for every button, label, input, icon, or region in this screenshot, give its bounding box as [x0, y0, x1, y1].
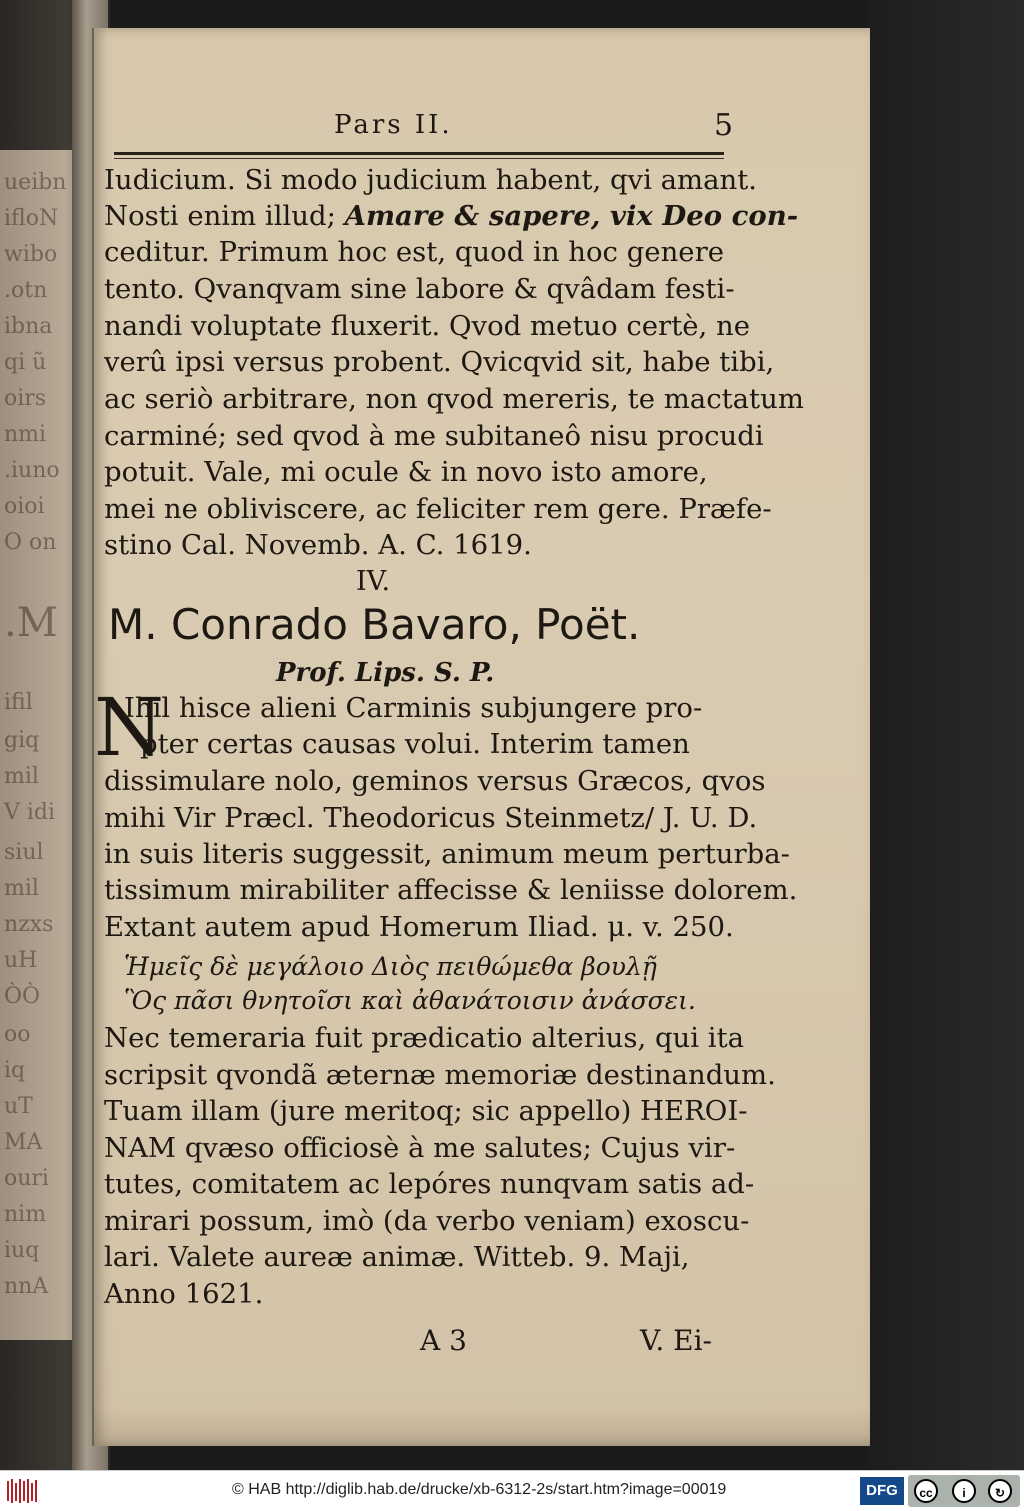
text-line: carminé; sed qvod à me subitaneô nisu procudi — [104, 420, 764, 452]
greek-verse: Ἡμεῖς δὲ μεγάλοιο Διὸς πειθώμεθα βουλῇ — [124, 952, 657, 981]
letter-heading: M. Conrado Bavaro, Poët. — [108, 600, 641, 649]
text-line: ac seriò arbitrare, non qvod mereris, te mactatum — [104, 383, 804, 415]
book-background-right — [866, 0, 1024, 1470]
text-line: verû ipsi versus probent. Qvicqvid sit, habe tibi, — [104, 346, 775, 378]
cc-by-sa-badge[interactable] — [908, 1475, 1020, 1507]
greek-verse: Ὃς πᾶσι θνητοῖσι καὶ ἀθανάτοισιν ἀνάσσει. — [124, 986, 696, 1015]
header-rule-thin — [114, 158, 724, 159]
text-line: tutes, comitatem ac lepóres nunqvam satis ad- — [104, 1168, 755, 1200]
text-line: pter certas causas volui. Interim tamen — [140, 728, 690, 760]
by-icon: i — [952, 1479, 976, 1503]
drop-initial: N — [94, 681, 164, 774]
signature-mark: A 3 — [420, 1324, 467, 1357]
header-rule — [114, 152, 724, 155]
text-line: scripsit qvondã æternæ memoriæ destinandum. — [104, 1059, 776, 1091]
text-line: Extant autem apud Homerum Iliad. μ. v. 250. — [104, 911, 734, 943]
text-line: NAM qvæso officiosè à me salutes; Cujus vir- — [104, 1132, 736, 1164]
text-line: lari. Valete aureæ animæ. Witteb. 9. Maji, — [104, 1241, 690, 1273]
catchword: V. Ei- — [640, 1324, 712, 1357]
text-line: nandi voluptate fluxerit. Qvod metuo certè, ne — [104, 310, 750, 342]
text-line: Tuam illam (jure meritoq; sic appello) HEROI- — [104, 1095, 748, 1127]
cc-icon: cc — [914, 1479, 938, 1503]
text-line: Anno 1621. — [104, 1278, 264, 1310]
hab-logo-icon — [6, 1477, 40, 1505]
text-line: potuit. Vale, mi ocule & in novo isto amore, — [104, 456, 708, 488]
running-head: Pars II. — [334, 110, 453, 140]
text-line: in suis literis suggessit, animum meum perturba- — [104, 838, 790, 870]
text-line: Ihil hisce alieni Carminis subjungere pro- — [124, 692, 703, 724]
facing-page-edge: ueibn ifloN wibo .otn ibna qi ũ oirs nmi .iuno oioi O on .M ifil giq mil V idi siul mil nzxs uH ÒÒ oo iq uT MA ouri nim iuq nnA — [0, 150, 92, 1340]
text-line: tissimum mirabiliter affecisse & leniisse dolorem. — [104, 874, 798, 906]
text-span: Nosti enim illud; — [104, 200, 345, 232]
page-shading — [94, 1406, 870, 1446]
book-page — [92, 28, 870, 1446]
italic-phrase: Amare & sapere, vix Deo con- — [344, 200, 799, 232]
letter-subheading: Prof. Lips. S. P. — [276, 658, 495, 688]
text-line: ceditur. Primum hoc est, quod in hoc genere — [104, 236, 724, 268]
dfg-logo[interactable]: DFG — [860, 1477, 904, 1505]
sa-icon: ↻ — [988, 1479, 1012, 1503]
text-line: mirari possum, imò (da verbo veniam) exoscu- — [104, 1205, 750, 1237]
text-line — [104, 200, 798, 232]
text-line: Nec temeraria fuit prædicatio alterius, qui ita — [104, 1022, 745, 1054]
letter-number: IV. — [356, 566, 391, 597]
copyright-link[interactable]: © HAB http://diglib.hab.de/drucke/xb-6312-2s/start.htm?image=00019 — [232, 1481, 727, 1498]
text-line: dissimulare nolo, geminos versus Græcos, qvos — [104, 765, 766, 797]
page-number: 5 — [714, 108, 734, 143]
text-line: stino Cal. Novemb. A. C. 1619. — [104, 529, 532, 561]
text-line: Iudicium. Si modo judicium habent, qvi amant. — [104, 164, 757, 196]
text-line: mei ne obliviscere, ac feliciter rem gere. Præfe- — [104, 493, 772, 525]
text-line: tento. Qvanqvam sine labore & qvâdam festi- — [104, 273, 735, 305]
viewer-footer — [0, 1470, 1024, 1511]
text-line: mihi Vir Præcl. Theodoricus Steinmetz/ J. U. D. — [104, 802, 758, 834]
